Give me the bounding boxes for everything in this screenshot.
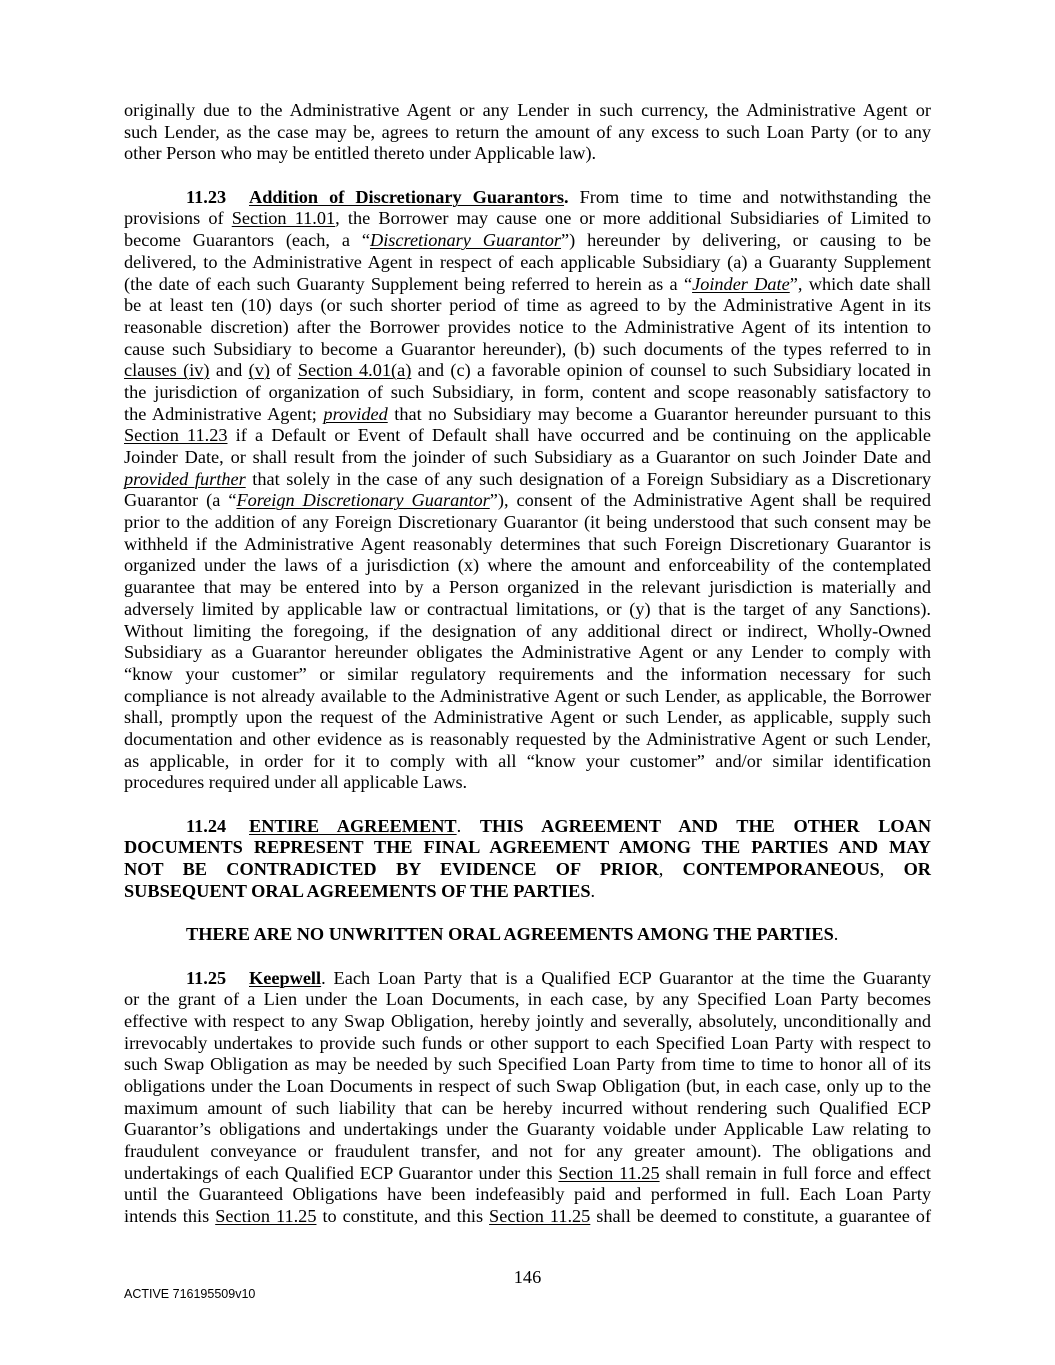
text-line bbox=[124, 837, 931, 859]
text-run: and bbox=[209, 360, 249, 381]
text-run: , bbox=[658, 859, 664, 880]
text-line bbox=[124, 924, 931, 946]
text-run: undertakings of each Qualified ECP Guarantor under this bbox=[124, 1162, 559, 1183]
text-line bbox=[124, 686, 931, 708]
section-number: 11.23 bbox=[186, 186, 227, 207]
text-run: until the Guaranteed Obligations have been indefeasibly paid and performed in full. Each Loan Party bbox=[124, 1184, 931, 1205]
text-run: NOT BE CONTRADICTED BY EVIDENCE OF PRIOR bbox=[124, 859, 659, 880]
section-heading: Keepwell bbox=[249, 967, 322, 988]
text-run: . bbox=[833, 924, 839, 945]
section-heading: Addition of Discretionary Guarantors bbox=[249, 186, 565, 207]
text-line bbox=[124, 425, 931, 447]
text-run: ”), consent of the Administrative Agent shall be required bbox=[489, 490, 931, 511]
text-line bbox=[124, 187, 931, 209]
text-run: Joinder Date, or shall result from the joinder of such Subsidiary as a Guarantor on such Joinder Date and bbox=[124, 447, 931, 467]
text-line bbox=[124, 534, 931, 556]
text-run: as applicable, in order for it to comply with all “know your customer” and/or similar identification bbox=[124, 750, 931, 771]
text-run: Subsidiary as a Guarantor hereunder obligates the Administrative Agent or any Lender to comply with bbox=[124, 642, 931, 663]
text-line bbox=[124, 295, 931, 317]
text-line bbox=[124, 621, 931, 643]
text-run: obligations under the Loan Documents in respect of such Swap Obligation (but, in each case, only up to the bbox=[124, 1075, 931, 1096]
text-run: documentation and other evidence as is reasonably requested by the Administrative Agent or such Lender, bbox=[124, 728, 931, 749]
text-line bbox=[124, 469, 931, 491]
text-line bbox=[124, 816, 931, 838]
text-run: maximum amount of such liability that can be hereby incurred without rendering such Qualified ECP bbox=[124, 1097, 931, 1118]
text-line bbox=[124, 490, 931, 512]
section-reference: Section 11.25 bbox=[215, 1206, 317, 1227]
text-line bbox=[124, 1076, 931, 1098]
text-line bbox=[124, 360, 931, 382]
section-number: 11.25 bbox=[186, 967, 227, 988]
defined-term: Foreign Discretionary Guarantor bbox=[236, 490, 490, 511]
text-run: compliance is not already available to the Administrative Agent or such Lender, as applicable, the Borrower bbox=[124, 685, 931, 706]
text-line bbox=[124, 404, 931, 426]
text-line bbox=[124, 751, 931, 773]
section-reference: Section 11.25 bbox=[489, 1206, 591, 1227]
text-run: the jurisdiction of organization of such Subsidiary, in form, content and scope reasonably satisfactory to bbox=[124, 381, 931, 402]
defined-term: Joinder Date bbox=[692, 273, 790, 294]
text-run: “know your customer” or similar regulatory requirements and the information necessary for such bbox=[124, 663, 931, 684]
text-line bbox=[124, 859, 931, 881]
text-run: guarantee that may be entered into by a Person organized in the relevant jurisdiction is materially and bbox=[124, 577, 931, 598]
text-line bbox=[124, 100, 931, 122]
text-line bbox=[124, 1054, 931, 1076]
text-line bbox=[124, 1011, 931, 1033]
text-run: and (c) a favorable opinion of counsel to such Subsidiary located in bbox=[411, 360, 932, 381]
text-run: THERE ARE NO UNWRITTEN ORAL AGREEMENTS AMONG THE PARTIES bbox=[186, 924, 834, 945]
text-run: to constitute, and this bbox=[316, 1206, 490, 1227]
text-run: shall, promptly upon the request of the Administrative Agent or such Lender, as applicable, supply such bbox=[124, 707, 931, 728]
section-number: 11.24 bbox=[186, 815, 227, 836]
text-run: ”) hereunder by delivering, or causing to be bbox=[560, 230, 932, 251]
text-run: , the Borrower may cause one or more additional Subsidiaries of Limited to bbox=[335, 208, 932, 229]
text-run: intends this bbox=[124, 1206, 216, 1227]
section-reference: (v) bbox=[248, 360, 270, 381]
text-line bbox=[124, 447, 931, 469]
text-run: From time to time and notwithstanding the bbox=[568, 186, 932, 207]
document-id: ACTIVE 716195509v10 bbox=[124, 1287, 256, 1301]
section-reference: Section 11.01 bbox=[231, 208, 336, 229]
text-line bbox=[124, 707, 931, 729]
defined-term: Discretionary Guarantor bbox=[370, 230, 561, 251]
text-run: adversely limited by applicable law or contractual limitations, or (y) that is the target of any Sanctions). bbox=[124, 598, 931, 619]
text-line bbox=[124, 772, 931, 794]
section-reference: Section 11.23 bbox=[124, 425, 228, 446]
text-run: . bbox=[590, 880, 596, 901]
text-run: reasonable discretion) after the Borrower provides notice to the Administrative Agent of its intention to bbox=[124, 316, 931, 337]
text-run: effective with respect to any Swap Obligation, hereby jointly and severally, absolutely, unconditionally and bbox=[124, 1010, 931, 1031]
text-line bbox=[124, 230, 931, 252]
text-run: . bbox=[456, 815, 480, 836]
text-run: . bbox=[564, 186, 569, 207]
paragraph-section-11-24 bbox=[124, 816, 931, 903]
text-run: (the date of each such Guaranty Supplement being referred to herein as a “ bbox=[124, 273, 693, 294]
text-run: Guarantor’s obligations and undertakings under the Guaranty voidable under Applicable Law relating to bbox=[124, 1119, 931, 1140]
text-line bbox=[124, 143, 931, 165]
text-run: of bbox=[269, 360, 298, 381]
text-run: if a Default or Event of Default shall have occurred and be continuing on the applicable bbox=[227, 425, 931, 446]
paragraph-section-11-23 bbox=[124, 187, 931, 794]
text-run: shall remain in full force and effect bbox=[659, 1162, 931, 1183]
text-line bbox=[124, 1119, 931, 1141]
text-run: procedures required under all applicable Laws. bbox=[124, 772, 468, 793]
text-run: such Swap Obligation as may be needed by such Specified Loan Party from time to time to honor all of its bbox=[124, 1054, 931, 1075]
text-run: ”, which date shall bbox=[789, 273, 931, 294]
text-run: or the grant of a Lien under the Loan Documents, in each case, by any Specified Loan Party becomes bbox=[124, 989, 931, 1010]
text-run: Without limiting the foregoing, if the designation of any additional direct or indirect, Wholly-Owned bbox=[124, 620, 931, 641]
section-reference: Section 11.25 bbox=[558, 1162, 660, 1183]
text-run: become Guarantors (each, a “ bbox=[124, 230, 370, 251]
proviso-term: provided further bbox=[124, 468, 246, 489]
text-line bbox=[124, 382, 931, 404]
text-line bbox=[124, 1184, 931, 1206]
text-run: delivered, to the Administrative Agent in respect of each applicable Subsidiary (a) a Guaranty Supplement bbox=[124, 251, 931, 272]
text-run: that no Subsidiary may become a Guarantor hereunder pursuant to this bbox=[387, 403, 931, 424]
text-run: Guarantor (a “ bbox=[124, 490, 237, 511]
text-run: originally due to the Administrative Agent or any Lender in such currency, the Administrative Agent or bbox=[124, 100, 931, 120]
text-run: SUBSEQUENT ORAL AGREEMENTS OF THE PARTIES bbox=[124, 880, 591, 901]
text-line bbox=[124, 881, 931, 903]
text-line bbox=[124, 252, 931, 274]
text-line bbox=[124, 555, 931, 577]
text-line bbox=[124, 1206, 931, 1228]
paragraph-continuation bbox=[124, 100, 931, 165]
text-line bbox=[124, 317, 931, 339]
text-line bbox=[124, 642, 931, 664]
text-line bbox=[124, 577, 931, 599]
text-line bbox=[124, 122, 931, 144]
paragraph-section-11-25 bbox=[124, 968, 931, 1228]
text-run: other Person who may be entitled thereto under Applicable law). bbox=[124, 143, 597, 164]
text-run: organized under the laws of a jurisdiction (x) where the amount and enforceability of the contemplated bbox=[124, 555, 931, 576]
text-run: provisions of bbox=[124, 208, 232, 229]
text-run: CONTEMPORANEOUS bbox=[663, 859, 880, 880]
text-line bbox=[124, 512, 931, 534]
text-line bbox=[124, 208, 931, 230]
text-run: prior to the addition of any Foreign Discretionary Guarantor (it being understood that such consent may be bbox=[124, 512, 931, 533]
text-run: , bbox=[879, 859, 885, 880]
section-heading: ENTIRE AGREEMENT bbox=[249, 815, 457, 836]
text-line bbox=[124, 1033, 931, 1055]
proviso-term: provided bbox=[323, 403, 388, 424]
text-line bbox=[124, 274, 931, 296]
text-run: cause such Subsidiary to become a Guarantor hereunder), (b) such documents of the types referred to in bbox=[124, 338, 931, 359]
text-line bbox=[124, 989, 931, 1011]
text-line bbox=[124, 339, 931, 361]
paragraph-section-11-24-note bbox=[124, 924, 931, 946]
text-run: fraudulent conveyance or fraudulent transfer, and not for any greater amount). The obligations and bbox=[124, 1141, 931, 1161]
text-run: such Lender, as the case may be, agrees to return the amount of any excess to such Loan Party (or to any bbox=[124, 121, 931, 142]
page-body bbox=[124, 100, 931, 1249]
text-run: . Each Loan Party that is a Qualified ECP Guarantor at the time the Guaranty bbox=[321, 967, 931, 988]
text-line bbox=[124, 664, 931, 686]
text-line bbox=[124, 1163, 931, 1185]
text-run: be at least ten (10) days (or such shorter period of time as agreed to by the Administrative Agent in its bbox=[124, 295, 931, 316]
text-run: that solely in the case of any such designation of a Foreign Subsidiary as a Discretionary bbox=[245, 468, 931, 489]
section-reference: Section 4.01(a) bbox=[297, 360, 412, 381]
text-line bbox=[124, 599, 931, 621]
page-number: 146 bbox=[513, 1267, 542, 1287]
text-run: OR bbox=[884, 859, 931, 880]
text-run: DOCUMENTS REPRESENT THE FINAL AGREEMENT AMONG THE PARTIES AND MAY bbox=[124, 837, 931, 858]
text-line bbox=[124, 729, 931, 751]
section-reference: clauses (iv) bbox=[124, 360, 210, 381]
text-line bbox=[124, 968, 931, 990]
text-line bbox=[124, 1141, 931, 1163]
text-run: withheld if the Administrative Agent reasonably determines that such Foreign Discretionary Guarantor is bbox=[124, 533, 931, 554]
text-run: THIS AGREEMENT AND THE OTHER LOAN bbox=[479, 815, 932, 836]
text-line bbox=[124, 1098, 931, 1120]
text-run: the Administrative Agent; bbox=[124, 403, 324, 424]
text-run: irrevocably undertakes to provide such funds or other support to each Specified Loan Party with respect to bbox=[124, 1032, 931, 1053]
text-run: shall be deemed to constitute, a guarantee of bbox=[590, 1206, 932, 1227]
